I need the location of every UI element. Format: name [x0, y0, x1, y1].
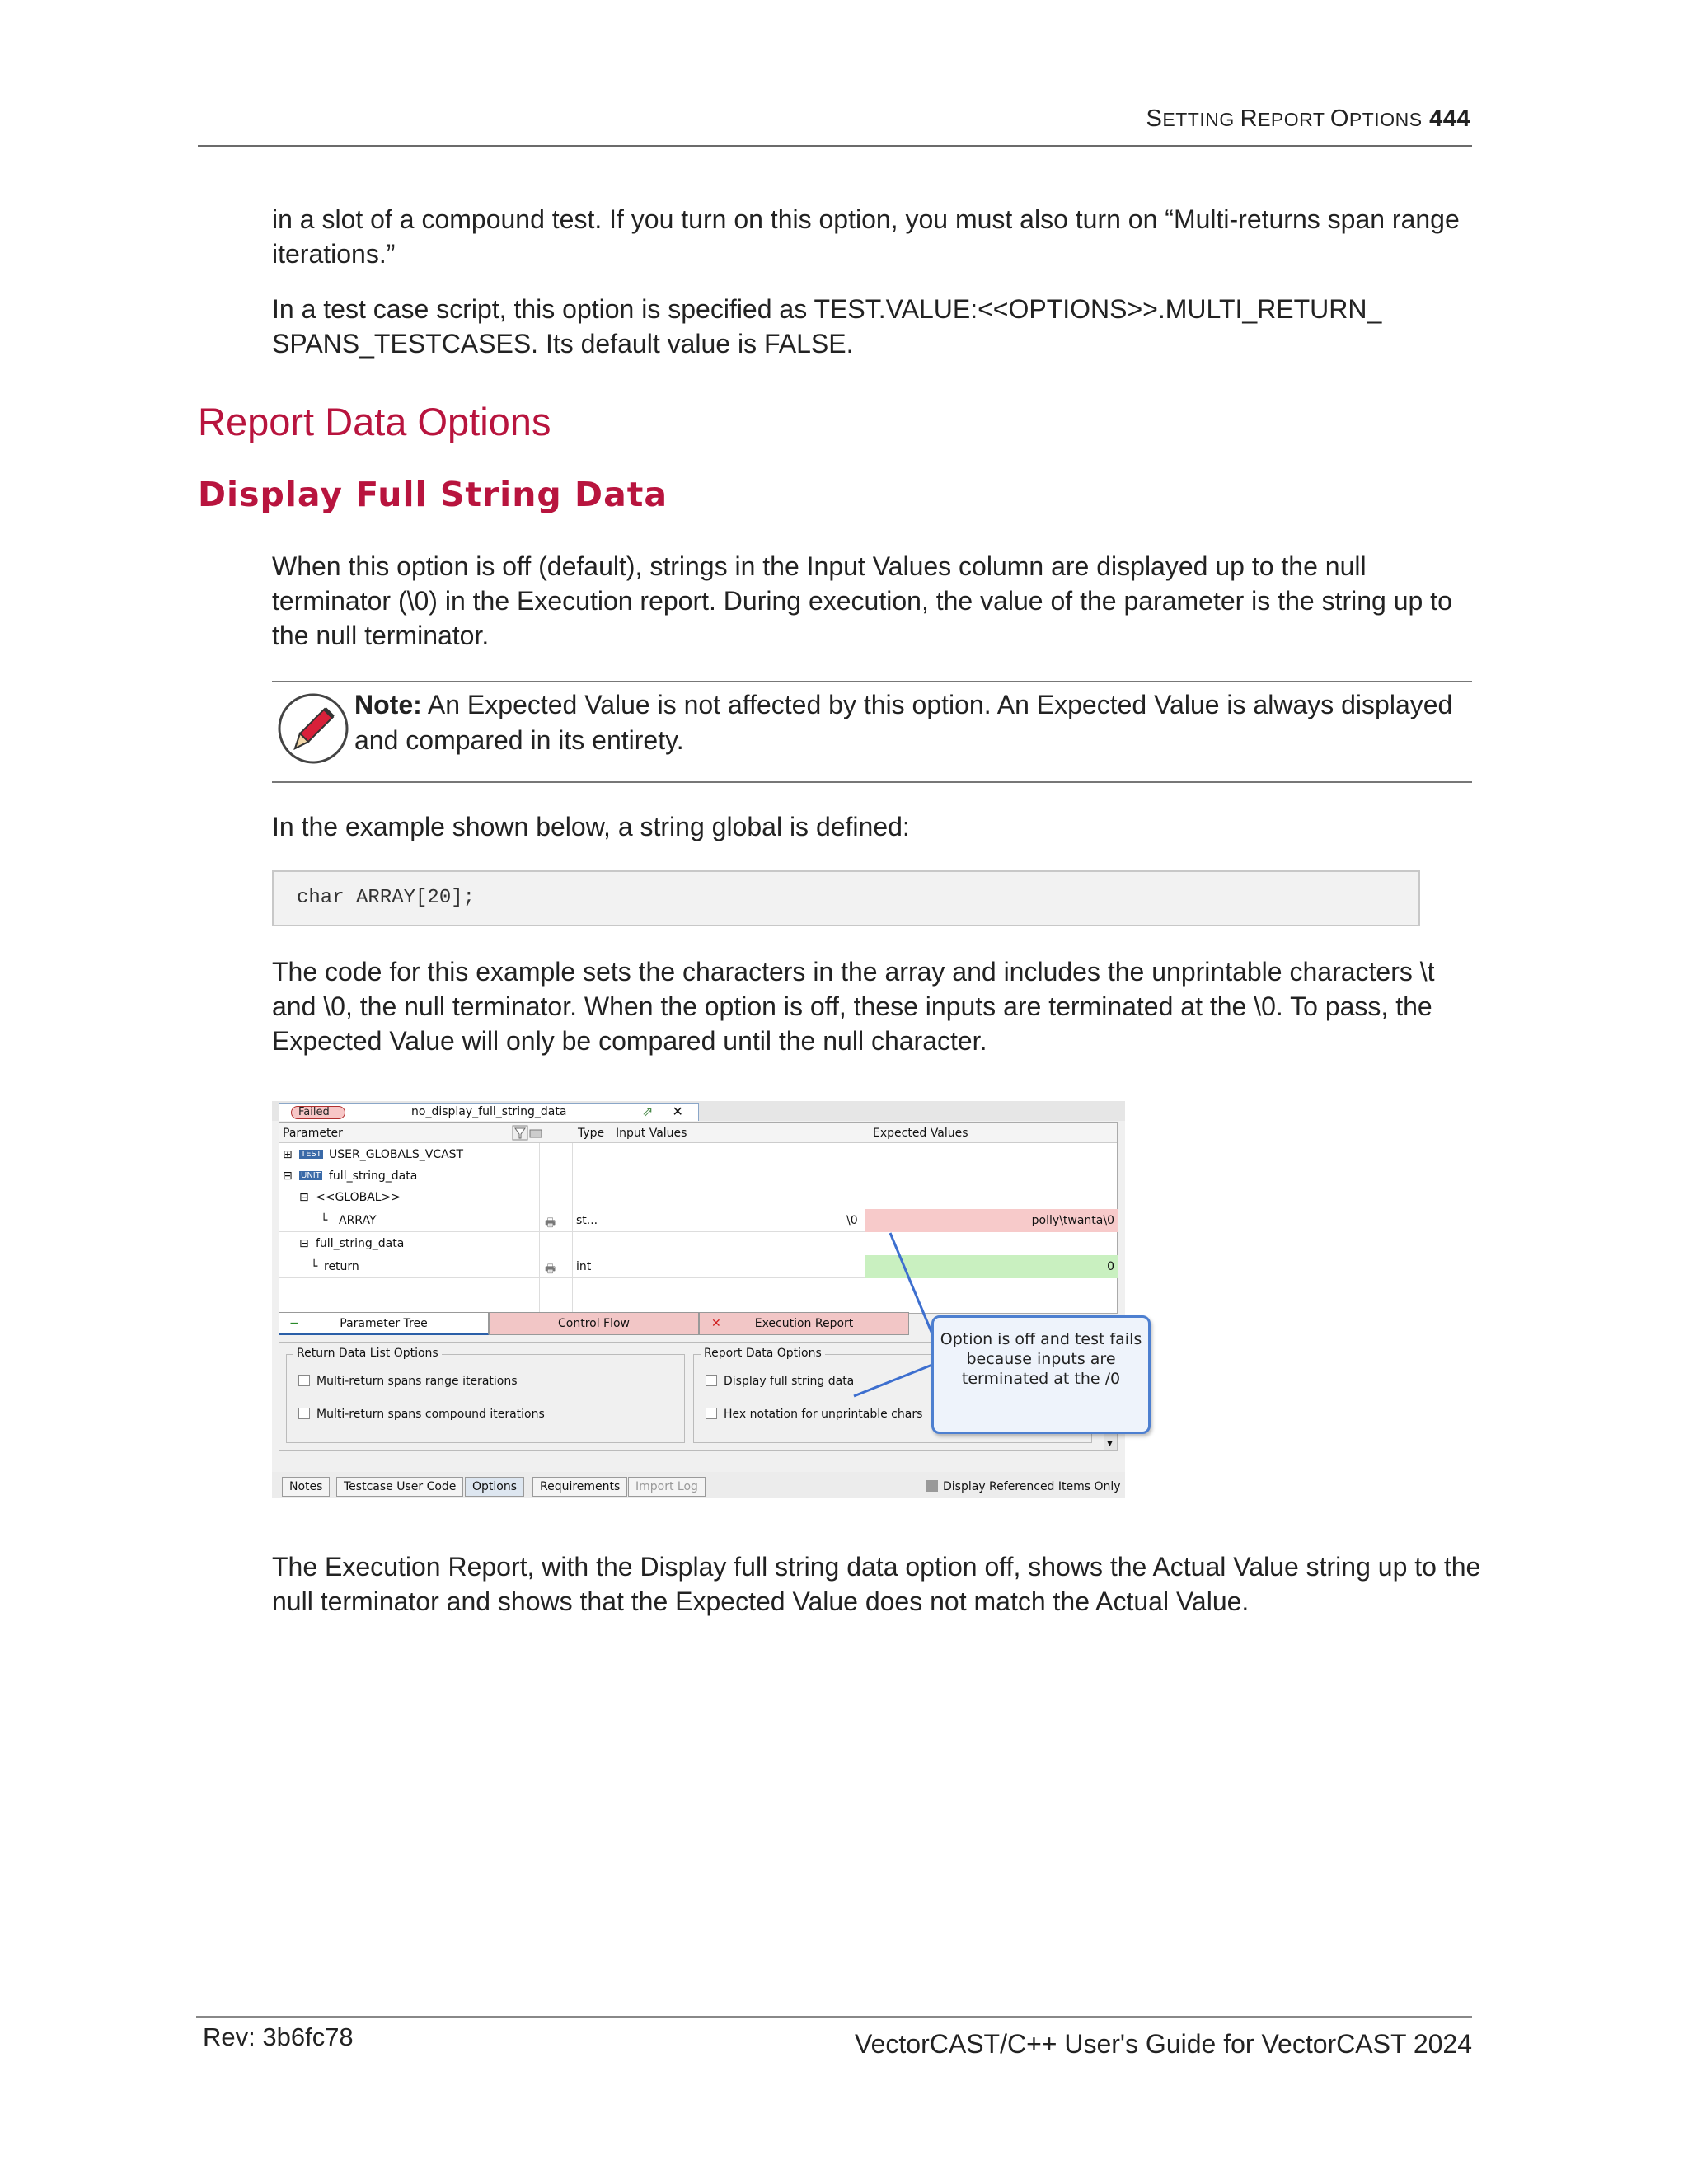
header-letter: R	[1240, 105, 1259, 132]
col-expected[interactable]: Expected Values	[873, 1127, 968, 1140]
intro-text-2: In a test case script, this option is specified as TEST.VALUE:<<OPTIONS>>.MULTI_RETURN_ SPANS_TESTCASES. Its default value is FALSE.	[272, 294, 1382, 359]
filter-icon[interactable]	[512, 1125, 545, 1145]
close-icon[interactable]: ✕	[672, 1104, 683, 1119]
header-letter: S	[1146, 105, 1163, 132]
tab-icons	[642, 1104, 683, 1119]
collapse-icon[interactable]: ⊟	[299, 1191, 309, 1204]
collapse-icon[interactable]: ⊟	[283, 1169, 293, 1183]
body-paragraph-4	[272, 1549, 1484, 1619]
note-top-rule	[272, 681, 1472, 682]
header-letter: O	[1329, 105, 1349, 132]
expand-icon[interactable]: ⊞	[283, 1148, 293, 1161]
callout-box: Option is off and test fails because inputs are terminated at the /0	[931, 1315, 1151, 1434]
subsection-title: Display Full String Data	[198, 475, 668, 514]
option-label: Display Referenced Items Only	[943, 1480, 1121, 1493]
option-hex-notation[interactable]	[706, 1408, 922, 1421]
tab-title: no_display_full_string_data	[411, 1105, 567, 1118]
body-text-4: The Execution Report, with the Display full string data option off, shows the Actual Value string up to the null terminator and shows that the Expected Value does not match the Actual Value.	[272, 1552, 1481, 1616]
option-multi-return-range[interactable]	[298, 1375, 518, 1388]
table-row[interactable]	[279, 1186, 1117, 1209]
intro-text-1: in a slot of a compound test. If you turn on this option, you must also turn on “Multi-returns span range iterations.”	[272, 204, 1460, 269]
checkbox[interactable]	[926, 1480, 938, 1492]
param-type: st...	[576, 1214, 598, 1227]
param-name: full_string_data	[329, 1169, 418, 1183]
grid-header	[279, 1123, 1117, 1143]
tab-requirements[interactable]: Requirements	[532, 1477, 627, 1497]
intro-paragraph-1	[272, 202, 1484, 271]
checkbox[interactable]	[706, 1375, 717, 1386]
expected-cell-fail[interactable]	[865, 1209, 1118, 1232]
failed-status-badge[interactable]: Failed	[291, 1106, 345, 1119]
option-display-full-string[interactable]	[706, 1375, 854, 1388]
tree-branch: └	[311, 1260, 318, 1273]
tree-branch: └	[321, 1214, 328, 1227]
input-value[interactable]: \0	[846, 1214, 858, 1227]
param-name: ARRAY	[339, 1214, 377, 1227]
table-row[interactable]	[279, 1165, 1117, 1188]
minus-icon: −	[289, 1317, 299, 1330]
note-bottom-rule	[272, 781, 1472, 783]
table-row[interactable]	[279, 1143, 1117, 1166]
pin-icon[interactable]: ⇗	[642, 1104, 654, 1119]
expected-cell-pass[interactable]	[865, 1255, 1118, 1278]
option-label: Multi-return spans range iterations	[316, 1375, 518, 1388]
table-row[interactable]	[279, 1255, 1117, 1278]
header-smallcaps: EPORT	[1258, 109, 1330, 130]
revision: Rev: 3b6fc78	[203, 2022, 354, 2051]
section-title: Report Data Options	[198, 400, 551, 443]
option-label: Display full string data	[724, 1375, 855, 1388]
param-name: <<GLOBAL>>	[316, 1191, 401, 1204]
running-header	[1146, 105, 1470, 133]
col-parameter[interactable]: Parameter	[283, 1127, 343, 1140]
checkbox[interactable]	[298, 1408, 310, 1419]
option-label: Hex notation for unprintable chars	[724, 1408, 923, 1421]
tab-execution-report[interactable]	[699, 1312, 909, 1335]
table-row[interactable]	[279, 1232, 1117, 1255]
body-text-3: The code for this example sets the characters in the array and includes the unprintable characters \t and \0, the null terminator. When the option is off, these inputs are terminated at the \0. To pass, the Expected Value will only be compared until the null character.	[272, 957, 1435, 1056]
col-input[interactable]: Input Values	[616, 1127, 687, 1140]
tab-control-flow[interactable]	[489, 1312, 699, 1335]
scroll-down-icon[interactable]: ▼	[1107, 1440, 1113, 1448]
option-multi-return-compound[interactable]	[298, 1408, 545, 1421]
header-rule	[198, 145, 1472, 147]
tab-options[interactable]: Options	[465, 1477, 524, 1497]
testcase-tab[interactable]	[279, 1103, 699, 1121]
bottom-tabbar	[272, 1472, 1125, 1498]
body-text-1: When this option is off (default), strings in the Input Values column are displayed up to the null terminator (\0) in the Execution report. During execution, the value of the parameter is the string up to the null terminator.	[272, 551, 1452, 650]
group-title: Report Data Options	[701, 1347, 825, 1360]
guide-title: VectorCAST/C++ User's Guide for VectorCAST 2024	[855, 2029, 1472, 2059]
note-body: An Expected Value is not affected by this option. An Expected Value is always displayed and compared in its entirety.	[354, 690, 1453, 755]
intro-paragraph-2	[272, 292, 1484, 361]
parameter-grid	[279, 1122, 1118, 1314]
tab-label: Execution Report	[754, 1317, 854, 1330]
header-smallcaps: ETTING	[1162, 109, 1240, 130]
display-referenced-option[interactable]	[926, 1480, 1121, 1493]
vectorcast-screenshot	[272, 1101, 1125, 1498]
fail-x-icon: ✕	[711, 1317, 721, 1330]
param-name: USER_GLOBALS_VCAST	[329, 1148, 464, 1161]
collapse-icon[interactable]: ⊟	[299, 1237, 309, 1250]
expected-value: 0	[1107, 1260, 1114, 1273]
body-text-2: In the example shown below, a string global is defined:	[272, 812, 910, 841]
col-type[interactable]: Type	[578, 1127, 605, 1140]
tab-testcase-user-code[interactable]: Testcase User Code	[336, 1477, 463, 1497]
code-block	[272, 870, 1420, 926]
param-name: return	[324, 1260, 359, 1273]
option-label: Multi-return spans compound iterations	[316, 1408, 545, 1421]
tab-import-log[interactable]: Import Log	[628, 1477, 706, 1497]
return-data-group	[286, 1347, 685, 1443]
checkbox[interactable]	[298, 1375, 310, 1386]
group-title: Return Data List Options	[293, 1347, 442, 1360]
page-number: 444	[1429, 105, 1470, 132]
footer-rule	[196, 2016, 1472, 2018]
tab-notes[interactable]: Notes	[282, 1477, 330, 1497]
unit-tag: UNIT	[301, 1171, 321, 1180]
test-tag: TEST	[301, 1150, 321, 1159]
checkbox[interactable]	[706, 1408, 717, 1419]
body-paragraph-3	[272, 954, 1484, 1058]
body-paragraph-1	[272, 549, 1484, 653]
tab-label: Control Flow	[557, 1317, 630, 1330]
param-type: int	[576, 1260, 592, 1273]
expected-value: polly\twanta\0	[1031, 1214, 1114, 1227]
code-text: char ARRAY[20];	[297, 887, 476, 909]
note-text	[354, 687, 1484, 758]
body-paragraph-2	[272, 809, 1484, 844]
print-icon[interactable]: 🖶	[545, 1216, 556, 1230]
param-name: full_string_data	[316, 1237, 405, 1250]
print-icon[interactable]: 🖶	[545, 1263, 556, 1276]
tab-label: Parameter Tree	[340, 1317, 428, 1330]
tab-parameter-tree[interactable]	[279, 1312, 489, 1335]
header-smallcaps: PTIONS	[1348, 109, 1423, 130]
note-label: Note:	[354, 690, 422, 719]
pencil-note-icon	[277, 692, 349, 765]
table-row[interactable]	[279, 1209, 1117, 1232]
editor-tabbar	[272, 1101, 1125, 1121]
